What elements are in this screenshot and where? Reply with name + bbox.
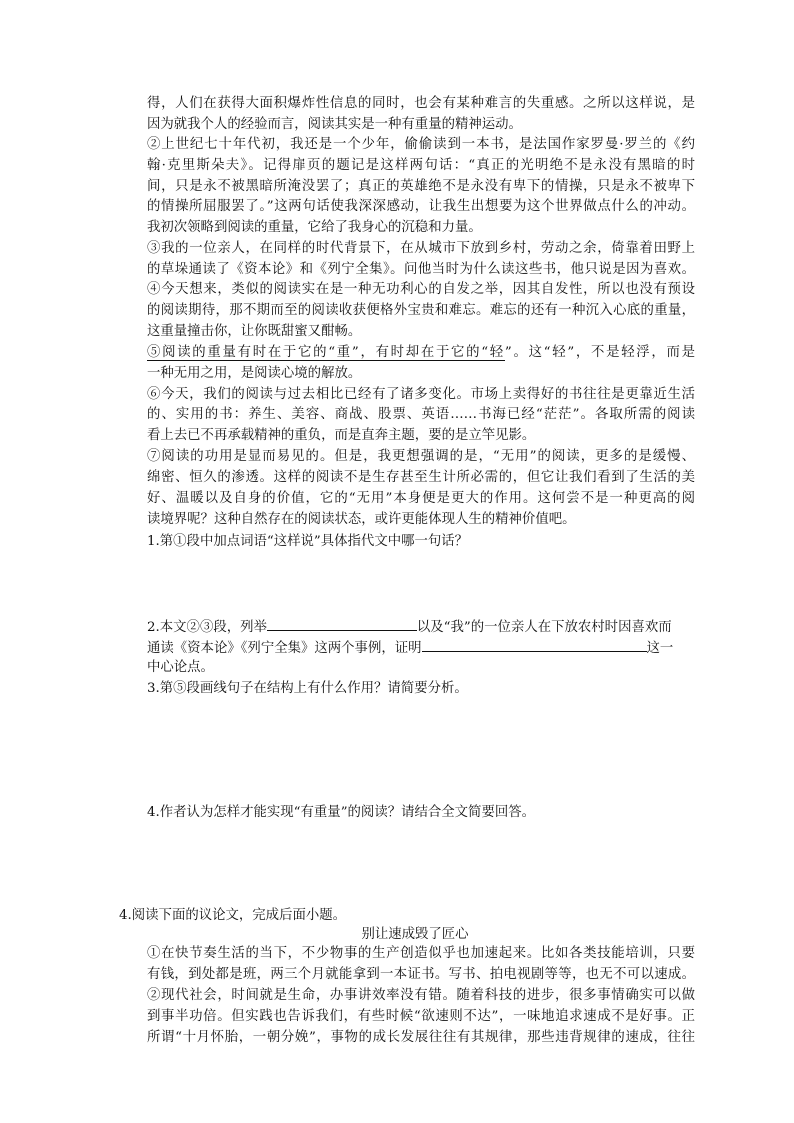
passage-line: 得，人们在获得大面积爆炸性信息的同时，也会有某种难言的失重感。之所以这样说，是 [147, 96, 695, 111]
question-2-line-3: 中心论点。 [147, 660, 214, 675]
passage-line: ⑥今天，我们的阅读与过去相比已经有了诸多变化。市场上卖得好的书往往是更靠近生活 [147, 387, 695, 402]
essay-line: 到事半功倍。但实践也告诉我们，有些时候“欲速则不达”，一味地追求速成不是好事。正 [147, 1009, 695, 1024]
passage-line: 的草垛通读了《资本论》和《列宁全集》。问他当时为什么读这些书，他只说是因为喜欢。 [147, 262, 695, 277]
passage-line: 一种无用之用，是阅读心境的解放。 [147, 366, 362, 381]
question-1: 1.第①段中加点词语“这样说”具体指代文中哪一句话？ [147, 534, 469, 549]
passage-line: ⑦阅读的功用是显而易见的。但是，我更想强调的是，“无用”的阅读，更多的是缓慢、 [147, 449, 695, 464]
essay-title: 别让速成毁了匠心 [361, 927, 469, 942]
passage-line: 我初次领略到阅读的重量，它给了我身心的沉稳和力量。 [147, 220, 482, 235]
passage-line: 的、实用的书：养生、美容、商战、股票、英语……书海已经“茫茫”。各取所需的阅读 [147, 407, 695, 422]
question-2-line-2 [147, 637, 695, 659]
question-4: 4.作者认为怎样才能实现“有重量”的阅读？请结合全文简要回答。 [147, 805, 536, 820]
essay-line: 所谓“十月怀胎，一朝分娩”，事物的成长发展往往有其规律，那些违背规律的速成，往往 [147, 1030, 695, 1045]
question-2-line-1 [147, 616, 695, 638]
answer-blank-1[interactable] [267, 616, 417, 631]
passage-line: 的情操所屈服罢了。”这两句话使我深深感动，让我生出想要为这个世界做点什么的冲动。 [147, 199, 695, 214]
question-2-text: 以及“我”的一位亲人在下放农村时因喜欢而 [416, 620, 672, 635]
question-2-text: 2.本文②③段，列举 [147, 620, 267, 635]
question-2-text: 通读《资本论》《列宁全集》这两个事例，证明 [147, 641, 422, 656]
question-3: 3.第⑤段画线句子在结构上有什么作用？请简要分析。 [147, 681, 468, 696]
passage-line: 读境界呢？这种自然存在的阅读状态，或许更能体现人生的精神价值吧。 [147, 512, 576, 527]
underlined-sentence-line: ⑤阅读的重量有时在于它的“重”，有时却在于它的“轻”。这“轻”，不是轻浮，而是 [147, 345, 695, 360]
answer-blank-2[interactable] [422, 637, 647, 652]
essay-line: ①在快节奏生活的当下，不少物事的生产创造似乎也加速起来。比如各类技能培训，只要 [147, 946, 695, 961]
passage-line: 的阅读期待，那不期而至的阅读收获便格外宝贵和难忘。难忘的还有一种沉入心底的重量， [147, 303, 695, 318]
passage-line: 间，只是永不被黑暗所淹没罢了；真正的英雄绝不是永没有卑下的情操，只是永不被卑下 [147, 179, 695, 194]
essay-line: 有钱，到处都是班，两三个月就能拿到一本证书。写书、拍电视剧等等，也无不可以速成。 [147, 967, 695, 982]
section-4-heading: 4.阅读下面的议论文，完成后面小题。 [119, 908, 347, 923]
passage-line: 好、温暖以及自身的价值，它的“无用”本身便是更大的作用。这何尝不是一种更高的阅 [147, 491, 695, 506]
passage-line: 翰·克里斯朵夫》。记得扉页的题记是这样两句话：“真正的光明绝不是永没有黑暗的时 [147, 158, 695, 173]
essay-line: ②现代社会，时间就是生命，办事讲效率没有错。随着科技的进步，很多事情确实可以做 [147, 988, 695, 1003]
passage-line: 这重量撞击你，让你既甜蜜又酣畅。 [147, 324, 362, 339]
passage-line: 因为就我个人的经验而言，阅读其实是一种有重量的精神运动。 [147, 117, 522, 132]
passage-line: ②上世纪七十年代初，我还是一个少年，偷偷读到一本书，是法国作家罗曼·罗兰的《约 [147, 137, 695, 152]
sentence-underline [147, 360, 505, 361]
passage-line: 绵密、恒久的渗透。这样的阅读不是生存甚至生计所必需的，但它让我们看到了生活的美 [147, 470, 695, 485]
passage-line: ④今天想来，类似的阅读实在是一种无功利心的自发之举，因其自发性，所以也没有预设 [147, 282, 695, 297]
passage-line: ③我的一位亲人，在同样的时代背景下，在从城市下放到乡村，劳动之余，倚靠着田野上 [147, 241, 695, 256]
question-2-text: 这一 [646, 641, 674, 656]
passage-line: 看上去已不再承载精神的重负，而是直奔主题，要的是立竿见影。 [147, 428, 536, 443]
